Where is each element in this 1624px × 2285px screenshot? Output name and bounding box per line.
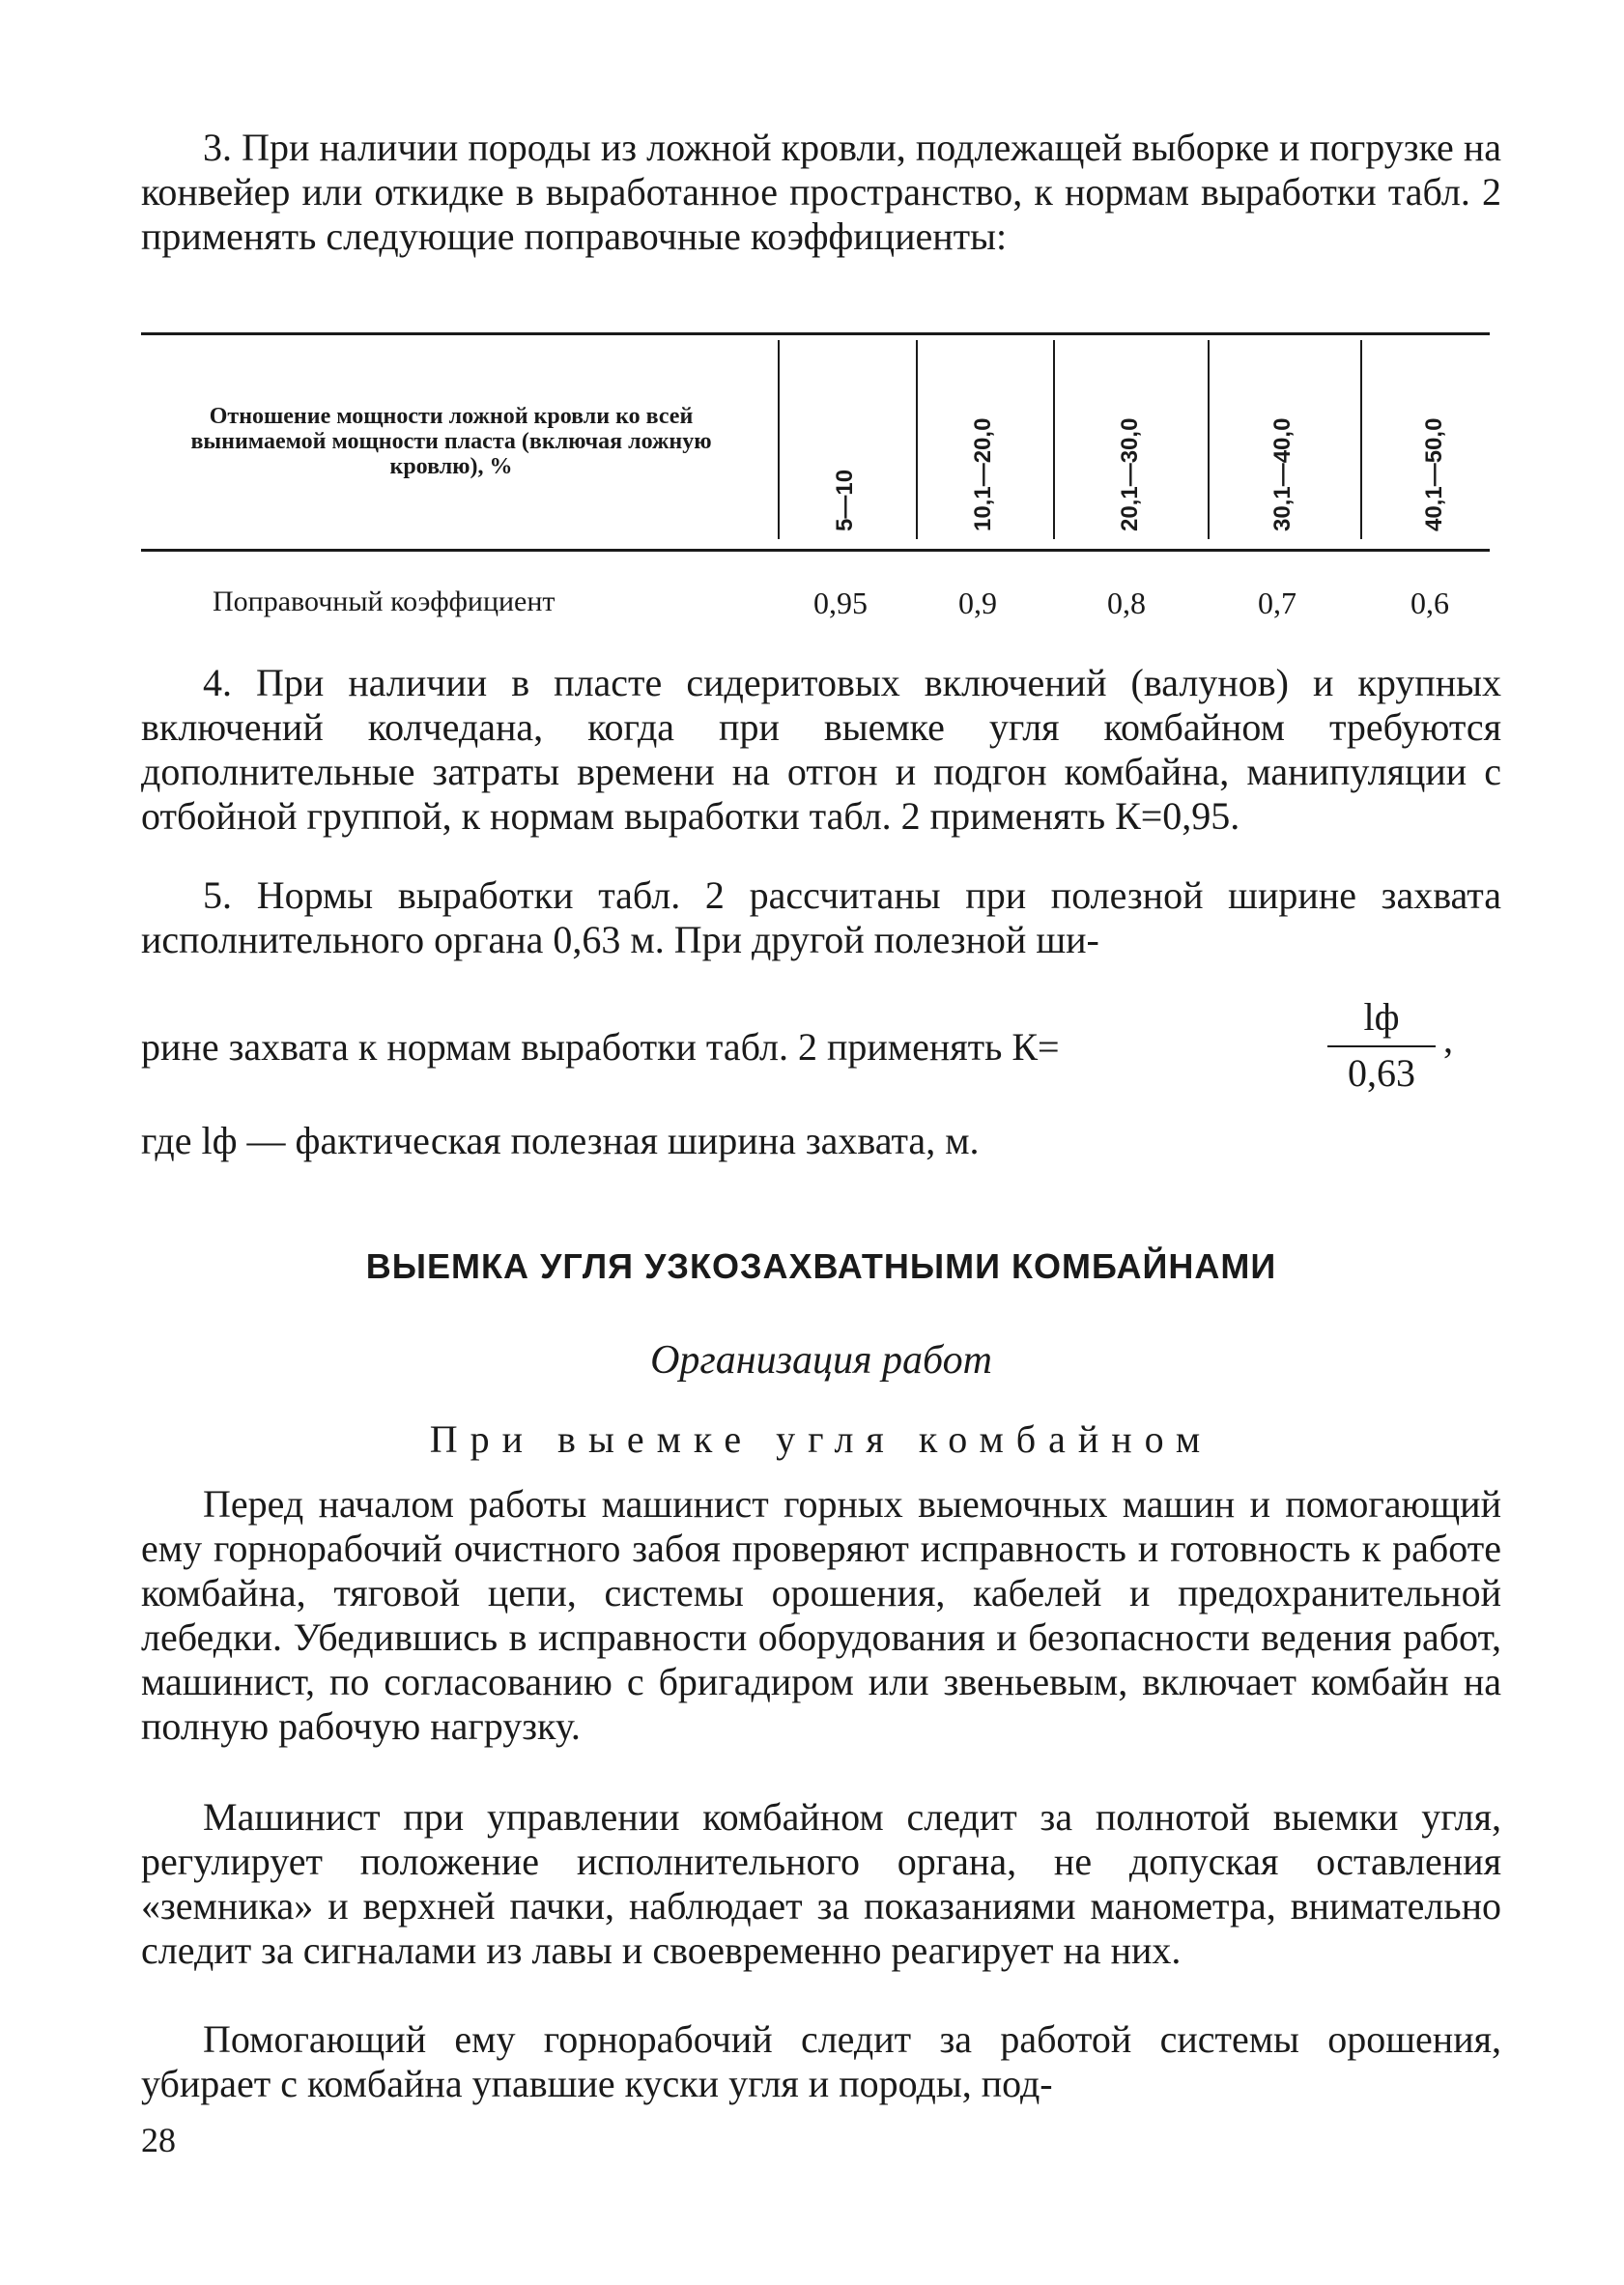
table-cell: 0,8: [1107, 586, 1146, 620]
paragraph-4: 4. При наличии в пласте сидеритовых включений (валунов) и крупных включений колчедана, когда при выемке угля комбайном требуются дополнительные затраты времени на отгон и подгон комбайна, манипуляции с отбойной группой, к нормам выработки табл. 2 применять К=0,95.: [141, 661, 1501, 838]
table-range-header: 5—10: [832, 469, 858, 531]
table-cell: 0,95: [813, 586, 868, 620]
table-top-rule: [141, 332, 1490, 335]
subheading-spaced: При выемке угля комбайном: [429, 1417, 1213, 1461]
section-heading: ВЫЕМКА УГЛЯ УЗКОЗАХВАТНЫМИ КОМБАЙНАМИ: [365, 1246, 1277, 1286]
table-row-label: Поправочный коэффициент: [213, 586, 556, 617]
paragraph-5: 5. Нормы выработки табл. 2 рассчитаны при полезной ширине захвата исполнительного органа 0,63 м. При другой полезной ши-: [141, 873, 1501, 961]
paragraph-8: Помогающий ему горнорабочий следит за работой системы орошения, убирает с комбайна упавшие куски угля и породы, под-: [141, 2017, 1501, 2105]
formula-lead-text: рине захвата к нормам выработки табл. 2 применять К=: [141, 1025, 1060, 1069]
table-column-divider: [1208, 340, 1210, 539]
table-column-divider: [1360, 340, 1362, 539]
formula-denominator: 0,63: [1348, 1051, 1415, 1095]
table-cell: 0,7: [1258, 586, 1296, 620]
table-column-divider: [1053, 340, 1055, 539]
formula-numerator: lф: [1363, 995, 1400, 1039]
formula-tail: ,: [1443, 1017, 1453, 1061]
table-mid-rule: [141, 549, 1490, 552]
table-range-header: 10,1—20,0: [970, 417, 996, 531]
subheading-italic: Организация работ: [650, 1338, 992, 1383]
formula-line: [141, 995, 1513, 1111]
paragraph-3: 3. При наличии породы из ложной кровли, подлежащей выборке и погрузке на конвейер или откидке в выработанное пространство, к нормам выработки табл. 2 применять следующие поправочные коэффициенты:: [141, 126, 1501, 258]
formula-fraction: [1324, 995, 1439, 1096]
table-column-divider: [778, 340, 780, 539]
where-line: где lф — фактическая полезная ширина захвата, м.: [141, 1119, 980, 1162]
table-range-header: 40,1—50,0: [1421, 417, 1447, 531]
table-range-header: 20,1—30,0: [1117, 417, 1143, 531]
fraction-bar: [1327, 1045, 1436, 1047]
table-range-header: 30,1—40,0: [1269, 417, 1296, 531]
table-cell: 0,9: [958, 586, 997, 620]
table-header-label: Отношение мощности ложной кровли ко всей вынимаемой мощности пласта (включая ложную кровлю), %: [190, 404, 712, 479]
table-cell: 0,6: [1410, 586, 1449, 620]
page-number: 28: [141, 2121, 176, 2159]
table-column-divider: [916, 340, 918, 539]
paragraph-7: Машинист при управлении комбайном следит за полнотой выемки угля, регулирует положение исполнительного органа, не допуская оставления «земника» и верхней пачки, наблюдает за показаниями манометра, внимательно следит за сигналами из лавы и своевременно реагирует на них.: [141, 1795, 1501, 1972]
paragraph-6: Перед началом работы машинист горных выемочных машин и помогающий ему горнорабочий очистного забоя проверяют исправность и готовность к работе комбайна, тяговой цепи, системы орошения, кабелей и предохранительной лебедки. Убедившись в исправности оборудования и безопасности ведения работ, машинист, по согласованию с бригадиром или звеньевым, включает комбайн на полную рабочую нагрузку.: [141, 1482, 1501, 1748]
